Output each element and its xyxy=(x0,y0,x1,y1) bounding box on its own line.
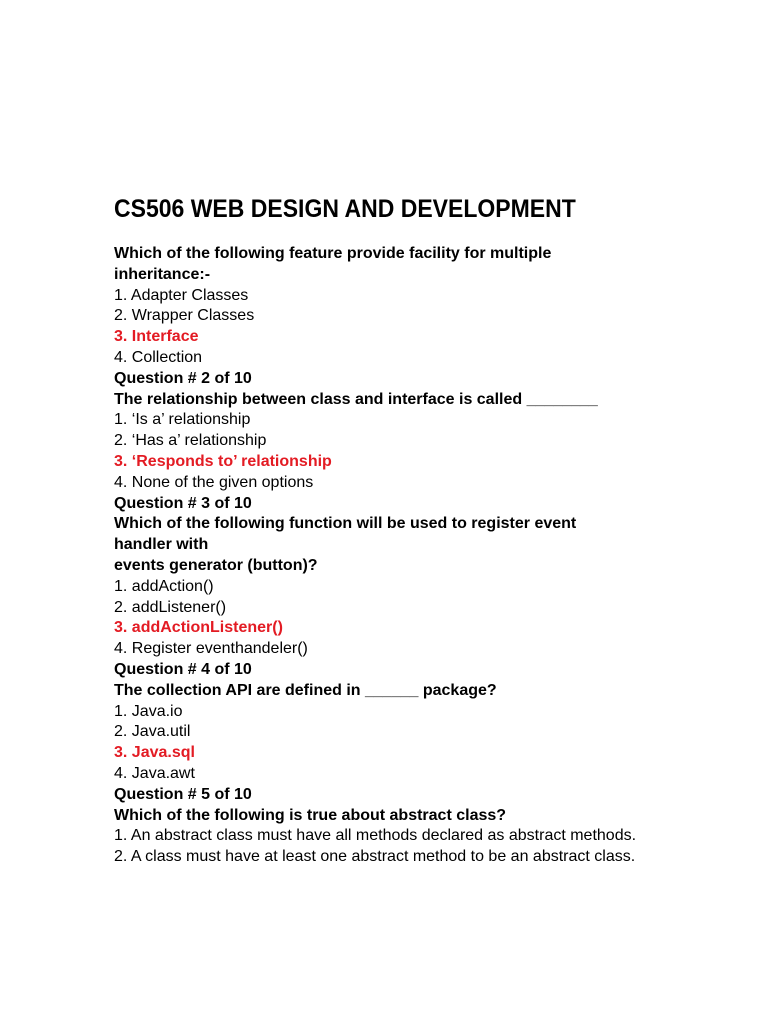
question-3-prompt-line-1: Which of the following function will be used to register event xyxy=(114,515,577,533)
question-4-header: Question # 4 of 10 xyxy=(114,660,252,678)
question-3-prompt-line-2: handler with xyxy=(114,536,209,554)
question-1-option-1: 1. Adapter Classes xyxy=(114,286,249,304)
question-2-option-4: 4. None of the given options xyxy=(114,473,314,491)
question-1-option-2: 2. Wrapper Classes xyxy=(114,307,255,325)
question-2-header: Question # 2 of 10 xyxy=(114,369,252,387)
question-4-option-4: 4. Java.awt xyxy=(114,764,195,782)
question-2-option-2: 2. ‘Has a’ relationship xyxy=(114,432,267,450)
question-4-option-1: 1. Java.io xyxy=(114,702,183,720)
question-3-header: Question # 3 of 10 xyxy=(114,494,252,512)
question-2-option-1: 1. ‘Is a’ relationship xyxy=(114,411,251,429)
question-2-correct-option: 3. ‘Responds to’ relationship xyxy=(114,452,332,470)
document-title: CS506 WEB DESIGN AND DEVELOPMENT xyxy=(114,195,576,223)
question-5-header: Question # 5 of 10 xyxy=(114,785,252,803)
question-2-prompt: The relationship between class and interface is called ________ xyxy=(114,390,598,408)
question-5-option-1: 1. An abstract class must have all methods declared as abstract methods. xyxy=(114,827,637,845)
question-1-prompt-line-1: Which of the following feature provide facility for multiple xyxy=(114,245,552,262)
question-3-prompt-line-3: events generator (button)? xyxy=(114,556,318,574)
question-3-option-1: 1. addAction() xyxy=(114,577,214,595)
question-5-prompt: Which of the following is true about abstract class? xyxy=(114,806,507,824)
question-4-correct-option: 3. Java.sql xyxy=(114,744,195,762)
question-3-option-4: 4. Register eventhandeler() xyxy=(114,640,308,658)
question-3-option-2: 2. addListener() xyxy=(114,598,227,616)
question-4-prompt: The collection API are defined in ______ package? xyxy=(114,681,497,699)
question-3-correct-option: 3. addActionListener() xyxy=(114,619,283,637)
question-5-option-2: 2. A class must have at least one abstract method to be an abstract class. xyxy=(114,848,636,866)
question-1-option-4: 4. Collection xyxy=(114,348,203,366)
question-1-correct-option: 3. Interface xyxy=(114,328,199,346)
quiz-content xyxy=(114,244,674,868)
question-1-prompt-line-2: inheritance:- xyxy=(114,265,211,283)
question-4-option-2: 2. Java.util xyxy=(114,723,191,741)
